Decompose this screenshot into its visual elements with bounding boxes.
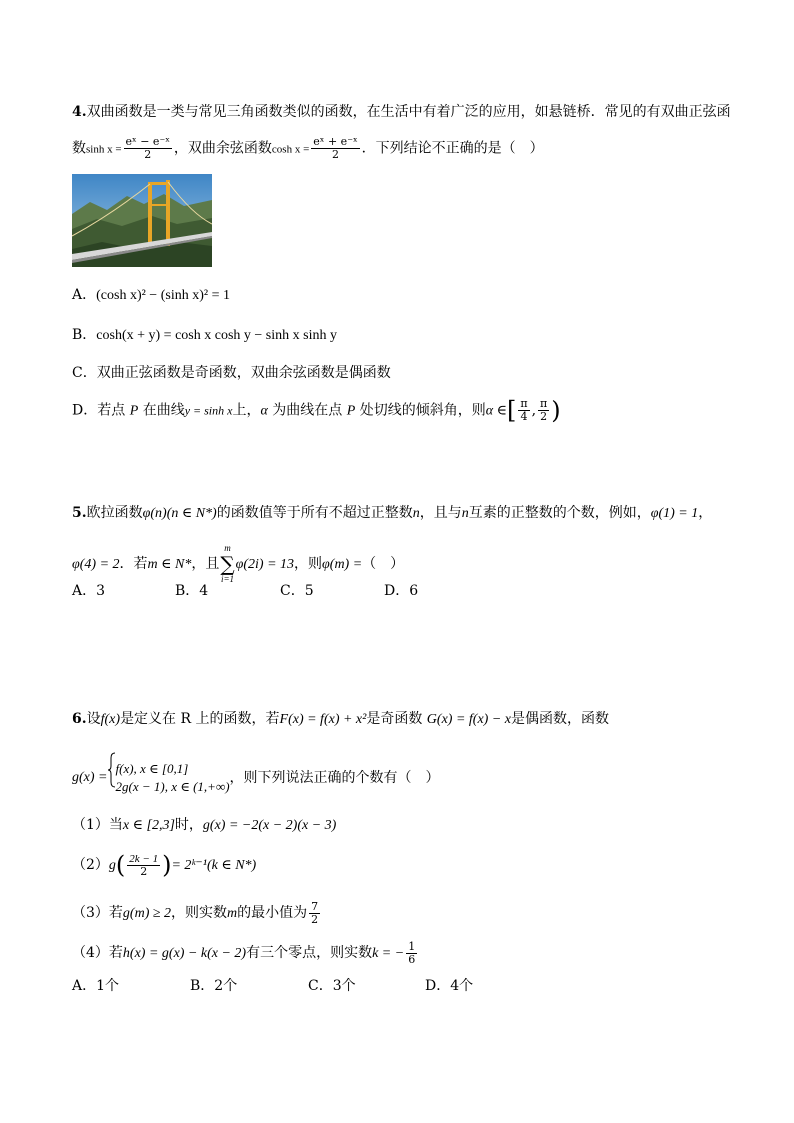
numerator: π	[520, 397, 528, 410]
q5-stem-line1	[72, 503, 712, 524]
numerator: π	[540, 397, 548, 410]
q5-text: 的函数值等于所有不超过正整数	[216, 505, 413, 521]
g-inequality: g(m) ≥ 2	[122, 906, 172, 921]
var-n: n	[412, 506, 420, 521]
q6-option-a[interactable]: A．1个	[72, 978, 120, 994]
G-definition: G(x) = f(x) − x	[426, 712, 511, 727]
q6-text: 时，	[174, 817, 203, 833]
q5-option-d[interactable]: D．6	[384, 583, 419, 599]
pi-over-4	[518, 398, 529, 423]
q5-option-b[interactable]: B．4	[175, 583, 209, 599]
q6-stem-line1	[72, 709, 609, 730]
point-p: P	[346, 403, 356, 419]
left-bracket: [	[506, 396, 517, 425]
suspension-bridge-photo	[72, 174, 212, 267]
q4-option-d[interactable]: D．若点 P 在曲线y = sinh x上，α 为曲线在点 P 处切线的倾斜角，则α ∈[ $\frac{\pi}{4}$ , $\frac{\pi}{2}$ )	[72, 396, 561, 425]
fraction-7-2	[309, 901, 320, 926]
fraction-2k-1	[127, 853, 160, 878]
q6-text: ，则实数	[171, 905, 228, 921]
denominator: 2	[540, 410, 548, 423]
k-value: k = −	[372, 946, 405, 961]
g-lhs: g(x) =	[72, 770, 108, 785]
q4-option-b[interactable]	[72, 325, 337, 346]
q6-option-b[interactable]: B．2个	[190, 978, 238, 994]
cosh-denominator: 2	[331, 148, 339, 161]
q5-text: ，则	[294, 556, 323, 572]
case-1: f(x), x ∈ [0,1]	[115, 761, 189, 776]
sinh-numerator: eˣ − e⁻ˣ	[125, 135, 170, 148]
option-text: 若点	[97, 402, 130, 419]
q5-stem-line2	[72, 543, 404, 585]
option-label: D．	[72, 402, 98, 419]
m-in-n: m ∈ N*	[147, 557, 192, 572]
denominator: 4	[520, 410, 528, 423]
q5-text: ，且与	[419, 505, 462, 521]
option-label: C．	[72, 365, 97, 381]
q5-text: ．若	[119, 556, 148, 572]
cosh-fraction	[311, 136, 359, 161]
statement-label: （4）若	[72, 945, 123, 961]
sum-expression: φ(2i) = 13	[235, 557, 295, 572]
q5-text: 互素的正整数的个数，例如，	[468, 505, 651, 521]
q6-statement-4	[72, 938, 419, 968]
q4-text: ，双曲余弦函数	[173, 140, 272, 157]
option-text: 在曲线	[138, 402, 185, 419]
power-expression: = 2ᵏ⁻¹(k ∈ N*)	[171, 858, 257, 873]
numerator: 1	[408, 939, 416, 953]
sinh-lhs: sinh x =	[86, 143, 122, 156]
q6-text: 设	[86, 711, 101, 727]
q6-text: 的最小值为	[237, 905, 308, 921]
q5-text: ，且	[191, 556, 220, 572]
q4-stem-line2	[72, 136, 544, 161]
q4-option-a[interactable]	[72, 285, 230, 306]
statement-label: （2）	[72, 857, 109, 873]
summation	[220, 543, 234, 585]
option-a-formula: (cosh x)² − (sinh x)² = 1	[96, 288, 230, 303]
q6-option-d[interactable]: D．4个	[425, 978, 474, 994]
q6-text: 是偶函数，函数	[510, 711, 609, 727]
q6-statement-3	[72, 898, 322, 928]
q4-option-c[interactable]	[72, 363, 391, 383]
option-label: A．	[72, 287, 97, 303]
phi-m: φ(m) =	[322, 557, 363, 572]
numerator: 7	[311, 899, 319, 913]
q6-number: 6.	[72, 711, 87, 727]
bridge-illustration	[72, 174, 212, 267]
q6-text: 是定义在 R 上的函数，若	[120, 711, 280, 727]
g-func: g	[108, 858, 116, 873]
q5-text: 欧拉函数	[86, 505, 143, 521]
piecewise-cases	[116, 760, 230, 796]
alpha-symbol: α	[260, 403, 268, 419]
option-text: 上，	[232, 402, 261, 419]
q4-text: 数	[72, 140, 86, 157]
q6-text: 是奇函数	[366, 711, 423, 727]
curve-formula: y = sinh x	[184, 403, 233, 418]
statement-label: （3）若	[72, 905, 123, 921]
var-n: n	[461, 506, 469, 521]
g-expression: g(x) = −2(x − 2)(x − 3)	[202, 818, 337, 833]
case-2: 2g(x − 1), x ∈ (1,+∞)	[115, 779, 230, 794]
fraction-1-6	[406, 941, 417, 966]
sum-upper: m	[224, 543, 231, 553]
right-paren: )	[551, 396, 561, 425]
denominator: 6	[408, 952, 416, 966]
sinh-fraction	[124, 136, 172, 161]
piecewise-brace	[108, 752, 116, 804]
numerator: 2k − 1	[129, 852, 159, 865]
q4-stem-line1	[72, 102, 731, 122]
phi-1: φ(1) = 1	[650, 506, 699, 521]
sum-lower: i=1	[220, 574, 235, 584]
sigma-icon: ∑	[220, 552, 235, 576]
right-paren: )	[162, 851, 172, 879]
euler-phi: φ(n)(n ∈ N*)	[142, 506, 217, 521]
q4-stem-text: 双曲函数是一类与常见三角函数类似的函数，在生活中有着广泛的应用，如悬链桥．常见的有双曲正弦函	[86, 104, 731, 120]
option-text: 为曲线在点	[267, 402, 347, 419]
option-b-formula: cosh(x + y) = cosh x cosh y − sinh x sinh y	[96, 328, 337, 343]
alpha-in: α ∈	[485, 403, 507, 419]
q5-number: 5.	[72, 505, 87, 521]
denominator: 2	[140, 864, 148, 878]
cosh-numerator: eˣ + e⁻ˣ	[313, 135, 358, 148]
f-of-x: f(x)	[100, 712, 121, 727]
left-paren: (	[115, 851, 126, 879]
q6-statement-1	[72, 815, 336, 836]
answer-blank: （ ）	[362, 556, 405, 572]
q4-text: ．下列结论不正确的是（ ）	[361, 140, 544, 157]
h-definition: h(x) = g(x) − k(x − 2)	[122, 946, 247, 961]
statement-label: （1）当	[72, 817, 123, 833]
q5-option-a[interactable]: A．3	[72, 583, 106, 599]
sinh-denominator: 2	[144, 148, 152, 161]
q6-stem-line2	[72, 752, 440, 792]
q6-statement-2	[72, 850, 256, 880]
q6-text: ，则下列说法正确的个数有（ ）	[229, 770, 440, 786]
q5-text: ，	[698, 505, 713, 521]
pi-over-2	[538, 398, 549, 423]
point-p: P	[129, 403, 139, 419]
option-label: B．	[72, 327, 97, 343]
var-m: m	[227, 906, 238, 921]
F-definition: F(x) = f(x) + x²	[279, 712, 367, 727]
option-text: 处切线的倾斜角，则	[355, 402, 486, 419]
denominator: 2	[311, 912, 319, 926]
phi-4: φ(4) = 2	[72, 557, 120, 572]
x-interval: x ∈ [2,3]	[122, 818, 175, 833]
q6-option-c[interactable]: C．3个	[308, 978, 356, 994]
q6-text: 有三个零点，则实数	[246, 945, 373, 961]
q5-option-c[interactable]: C．5	[280, 583, 314, 599]
option-c-text: 双曲正弦函数是奇函数，双曲余弦函数是偶函数	[96, 365, 391, 381]
cosh-lhs: cosh x =	[271, 143, 310, 156]
q4-number: 4.	[72, 104, 87, 120]
